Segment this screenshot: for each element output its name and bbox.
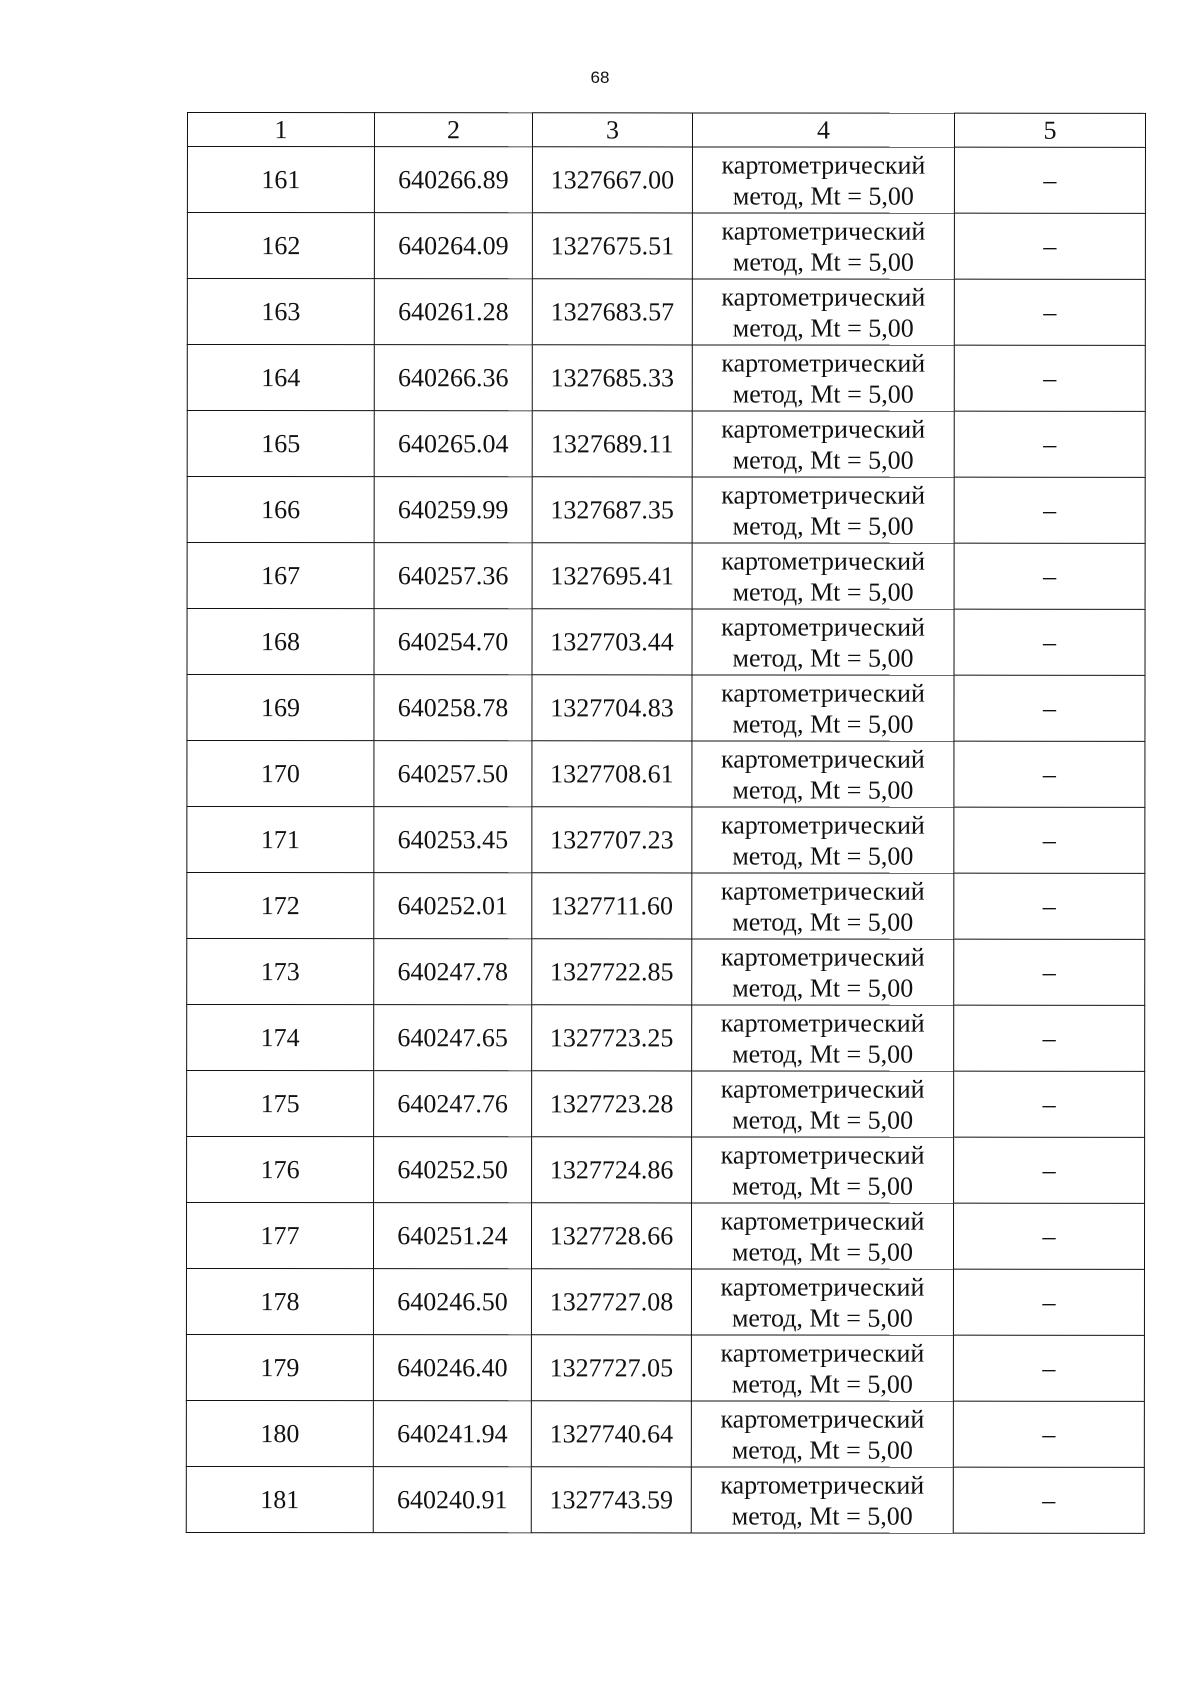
method-cell — [692, 675, 954, 741]
point-number-cell: 176 — [187, 1137, 374, 1203]
method-line-2: метод, Mt = 5,00 — [732, 1170, 914, 1201]
method-line-2: метод, Mt = 5,00 — [732, 312, 914, 343]
table-row — [187, 345, 1145, 412]
note-cell: – — [954, 873, 1145, 939]
point-number-cell: 167 — [187, 543, 374, 609]
method-line-1: картометрический — [720, 1469, 925, 1500]
method-line-1: картометрический — [721, 215, 926, 246]
x-coordinate-cell: 640259.99 — [374, 477, 532, 543]
column-header-4: 4 — [692, 113, 954, 147]
x-coordinate-cell: 640247.78 — [374, 939, 532, 1005]
method-line-1: картометрический — [720, 1073, 925, 1104]
method-cell — [692, 807, 954, 873]
method-line-1: картометрический — [720, 1403, 925, 1434]
method-cell — [692, 609, 954, 675]
method-line-2: метод, Mt = 5,00 — [732, 1038, 914, 1069]
note-cell: – — [954, 675, 1145, 741]
table-row — [187, 543, 1145, 610]
note-cell: – — [954, 345, 1145, 411]
x-coordinate-cell: 640258.78 — [374, 675, 532, 741]
table-row — [186, 1466, 1144, 1533]
point-number-cell: 181 — [186, 1466, 373, 1532]
coordinates-table — [186, 112, 1146, 1534]
method-line-2: метод, Mt = 5,00 — [732, 378, 914, 409]
method-line-1: картометрический — [720, 1337, 925, 1368]
point-number-cell: 168 — [187, 609, 374, 675]
y-coordinate-cell: 1327743.59 — [531, 1467, 691, 1533]
table-row — [186, 1269, 1144, 1336]
table-row — [187, 741, 1145, 808]
point-number-cell: 166 — [187, 477, 374, 543]
method-line-1: картометрический — [721, 479, 926, 510]
y-coordinate-cell: 1327711.60 — [532, 873, 692, 939]
method-cell — [691, 1203, 953, 1269]
point-number-cell: 177 — [186, 1203, 373, 1269]
method-line-1: картометрический — [720, 1271, 925, 1302]
method-line-1: картометрический — [720, 1139, 925, 1170]
method-cell — [692, 741, 954, 807]
method-line-2: метод, Mt = 5,00 — [732, 972, 914, 1003]
method-line-2: метод, Mt = 5,00 — [731, 1236, 914, 1267]
note-cell: – — [954, 807, 1145, 873]
method-cell — [692, 411, 954, 477]
note-cell: – — [954, 1137, 1145, 1203]
method-cell — [692, 1005, 954, 1071]
table-row — [187, 477, 1145, 544]
note-cell: – — [954, 147, 1145, 213]
y-coordinate-cell: 1327723.25 — [532, 1005, 692, 1071]
method-line-2: метод, Mt = 5,00 — [732, 840, 914, 871]
note-cell: – — [954, 939, 1145, 1005]
x-coordinate-cell: 640266.36 — [374, 345, 532, 411]
table-row — [187, 1005, 1145, 1072]
note-cell: – — [953, 1401, 1144, 1467]
method-cell — [692, 213, 954, 279]
x-coordinate-cell: 640266.89 — [374, 147, 532, 213]
method-line-2: метод, Mt = 5,00 — [731, 1302, 913, 1333]
method-line-2: метод, Mt = 5,00 — [732, 708, 914, 739]
method-line-1: картометрический — [721, 413, 926, 444]
y-coordinate-cell: 1327723.28 — [532, 1071, 692, 1137]
x-coordinate-cell: 640247.76 — [374, 1071, 532, 1137]
table-row — [187, 411, 1145, 478]
method-line-1: картометрический — [720, 1205, 925, 1236]
method-cell — [692, 1071, 954, 1137]
table-row — [187, 1137, 1145, 1204]
x-coordinate-cell: 640265.04 — [374, 411, 532, 477]
y-coordinate-cell: 1327728.66 — [531, 1203, 691, 1269]
point-number-cell: 179 — [186, 1335, 373, 1401]
y-coordinate-cell: 1327687.35 — [532, 477, 692, 543]
point-number-cell: 175 — [187, 1071, 374, 1137]
y-coordinate-cell: 1327722.85 — [532, 939, 692, 1005]
method-line-2: метод, Mt = 5,00 — [732, 510, 914, 541]
y-coordinate-cell: 1327727.05 — [531, 1335, 691, 1401]
table-row — [186, 1203, 1144, 1270]
point-number-cell: 170 — [187, 741, 374, 807]
method-line-1: картометрический — [721, 677, 925, 708]
method-line-2: метод, Mt = 5,00 — [732, 1104, 914, 1135]
note-cell: – — [954, 279, 1145, 345]
table-row — [186, 1401, 1144, 1468]
method-cell — [691, 1269, 953, 1335]
x-coordinate-cell: 640253.45 — [374, 807, 532, 873]
note-cell: – — [953, 1269, 1144, 1335]
point-number-cell: 180 — [186, 1401, 373, 1467]
method-cell — [692, 1137, 954, 1203]
column-header-1: 1 — [187, 113, 374, 147]
y-coordinate-cell: 1327695.41 — [532, 543, 692, 609]
x-coordinate-cell: 640252.01 — [374, 873, 532, 939]
method-cell — [691, 1467, 953, 1533]
note-cell: – — [954, 411, 1145, 477]
method-line-1: картометрический — [721, 281, 926, 312]
note-cell: – — [954, 477, 1145, 543]
method-line-2: метод, Mt = 5,00 — [731, 1500, 913, 1531]
x-coordinate-cell: 640261.28 — [374, 279, 532, 345]
method-cell — [692, 543, 954, 609]
point-number-cell: 165 — [187, 411, 374, 477]
table-row — [187, 873, 1145, 940]
method-cell — [692, 279, 954, 345]
method-line-2: метод, Mt = 5,00 — [731, 1434, 913, 1465]
point-number-cell: 169 — [187, 675, 374, 741]
table-row — [187, 279, 1145, 346]
y-coordinate-cell: 1327667.00 — [532, 147, 692, 213]
method-line-1: картометрический — [720, 1007, 925, 1038]
method-cell — [691, 1401, 953, 1467]
note-cell: – — [953, 1467, 1144, 1533]
point-number-cell: 171 — [187, 807, 374, 873]
table-row — [187, 675, 1145, 742]
method-line-2: метод, Mt = 5,00 — [732, 774, 914, 805]
note-cell: – — [954, 1071, 1145, 1137]
method-line-1: картометрический — [721, 545, 926, 576]
point-number-cell: 163 — [187, 279, 374, 345]
page-number: 68 — [590, 68, 610, 87]
x-coordinate-cell: 640247.65 — [374, 1005, 532, 1071]
table-row — [187, 1071, 1145, 1138]
method-cell — [692, 345, 954, 411]
method-line-2: метод, Mt = 5,00 — [732, 576, 914, 607]
x-coordinate-cell: 640264.09 — [374, 213, 532, 279]
y-coordinate-cell: 1327703.44 — [532, 609, 692, 675]
method-line-1: картометрический — [721, 743, 925, 774]
x-coordinate-cell: 640241.94 — [373, 1401, 531, 1467]
method-cell — [692, 939, 954, 1005]
table-row — [187, 807, 1145, 874]
header-row — [187, 113, 1145, 148]
table-row — [187, 609, 1145, 676]
column-header-5: 5 — [954, 113, 1145, 147]
method-cell — [691, 1335, 953, 1401]
method-cell — [692, 477, 954, 543]
method-cell — [692, 873, 954, 939]
note-cell: – — [953, 1203, 1144, 1269]
table-body — [186, 147, 1145, 1534]
method-line-1: картометрический — [720, 809, 925, 840]
x-coordinate-cell: 640257.50 — [374, 741, 532, 807]
y-coordinate-cell: 1327707.23 — [532, 807, 692, 873]
x-coordinate-cell: 640254.70 — [374, 609, 532, 675]
method-line-2: метод, Mt = 5,00 — [731, 1368, 913, 1399]
x-coordinate-cell: 640246.50 — [373, 1269, 531, 1335]
point-number-cell: 162 — [187, 213, 374, 279]
table-row — [187, 147, 1145, 214]
y-coordinate-cell: 1327708.61 — [532, 741, 692, 807]
y-coordinate-cell: 1327724.86 — [532, 1137, 692, 1203]
point-number-cell: 178 — [186, 1269, 373, 1335]
column-header-3: 3 — [532, 113, 692, 147]
x-coordinate-cell: 640246.40 — [373, 1335, 531, 1401]
point-number-cell: 164 — [187, 345, 374, 411]
note-cell: – — [954, 609, 1145, 675]
x-coordinate-cell: 640251.24 — [373, 1203, 531, 1269]
table-row — [186, 1335, 1144, 1402]
point-number-cell: 172 — [187, 873, 374, 939]
y-coordinate-cell: 1327685.33 — [532, 345, 692, 411]
point-number-cell: 174 — [187, 1005, 374, 1071]
y-coordinate-cell: 1327740.64 — [531, 1401, 691, 1467]
method-line-1: картометрический — [720, 875, 925, 906]
method-line-2: метод, Mt = 5,00 — [732, 180, 914, 211]
method-line-2: метод, Mt = 5,00 — [732, 906, 914, 937]
method-line-1: картометрический — [721, 149, 926, 180]
note-cell: – — [954, 741, 1145, 807]
method-cell — [692, 147, 954, 213]
x-coordinate-cell: 640257.36 — [374, 543, 532, 609]
method-line-1: картометрический — [721, 347, 926, 378]
note-cell: – — [954, 543, 1145, 609]
note-cell: – — [954, 1005, 1145, 1071]
point-number-cell: 173 — [187, 939, 374, 1005]
note-cell: – — [954, 213, 1145, 279]
y-coordinate-cell: 1327704.83 — [532, 675, 692, 741]
y-coordinate-cell: 1327727.08 — [531, 1269, 691, 1335]
column-header-2: 2 — [374, 113, 532, 147]
method-line-2: метод, Mt = 5,00 — [732, 642, 914, 673]
method-line-1: картометрический — [721, 611, 925, 642]
point-number-cell: 161 — [187, 147, 374, 213]
table-row — [187, 213, 1145, 280]
table-row — [187, 939, 1145, 1006]
x-coordinate-cell: 640252.50 — [374, 1137, 532, 1203]
note-cell: – — [953, 1335, 1144, 1401]
x-coordinate-cell: 640240.91 — [373, 1467, 531, 1533]
method-line-1: картометрический — [720, 941, 925, 972]
method-line-2: метод, Mt = 5,00 — [732, 444, 914, 475]
y-coordinate-cell: 1327675.51 — [532, 213, 692, 279]
method-line-2: метод, Mt = 5,00 — [732, 246, 914, 277]
y-coordinate-cell: 1327683.57 — [532, 279, 692, 345]
y-coordinate-cell: 1327689.11 — [532, 411, 692, 477]
